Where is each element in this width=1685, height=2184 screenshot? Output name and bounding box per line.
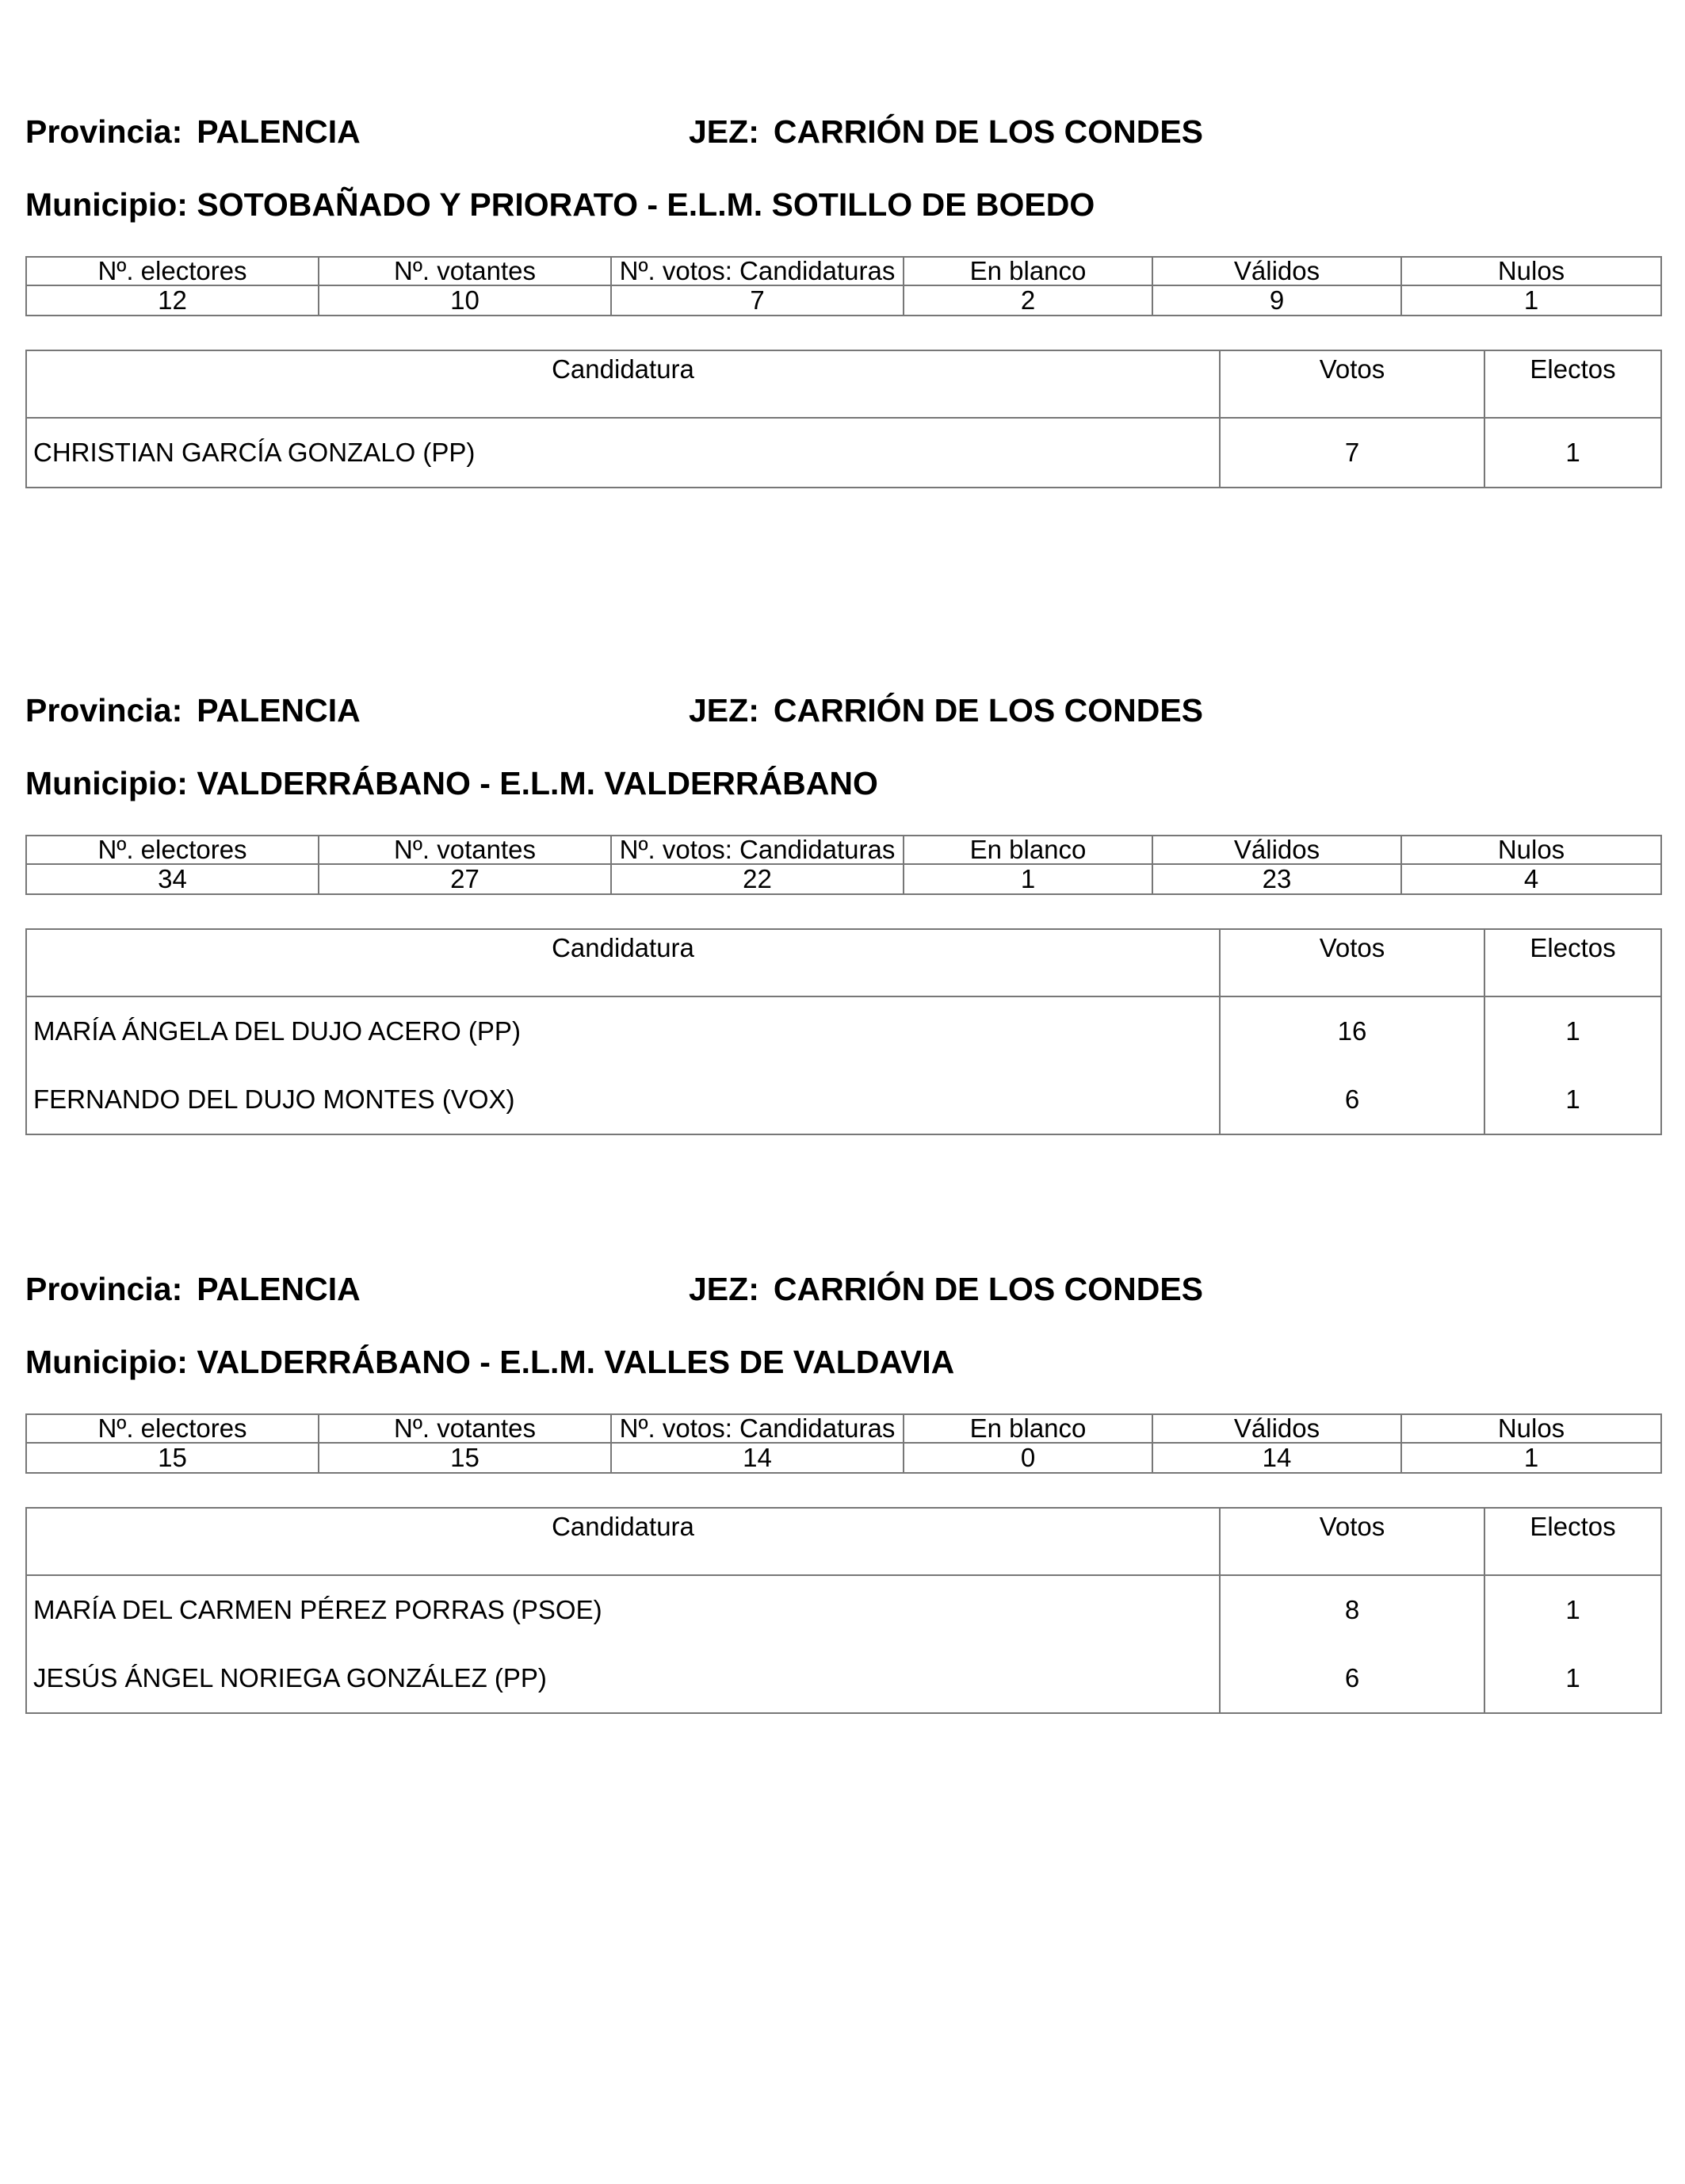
jez-label: JEZ:: [689, 113, 759, 150]
stats-value: 34: [26, 864, 319, 894]
stats-value-row: [26, 285, 1661, 316]
candidates-table: [25, 1507, 1662, 1714]
provincia-value: PALENCIA: [197, 113, 361, 150]
provincia-line: [25, 113, 361, 151]
municipio-value: SOTOBAÑADO Y PRIORATO - E.L.M. SOTILLO DE BOEDO: [197, 186, 1095, 223]
stats-value: 27: [319, 864, 611, 894]
stats-header: En blanco: [904, 257, 1152, 285]
candidates-header-row: [26, 350, 1661, 418]
jez-value: CARRIÓN DE LOS CONDES: [773, 1271, 1204, 1307]
candidates-table: [25, 928, 1662, 1135]
candidate-row: [26, 418, 1661, 488]
candidates-header-row: [26, 929, 1661, 996]
stats-table: [25, 1413, 1662, 1474]
stats-header: En blanco: [904, 1414, 1152, 1443]
candidate-name: FERNANDO DEL DUJO MONTES (VOX): [26, 1065, 1220, 1134]
candidates-table: [25, 350, 1662, 488]
candidate-votes: 8: [1220, 1575, 1484, 1644]
stats-value-row: [26, 864, 1661, 894]
stats-header: Nº. votantes: [319, 257, 611, 285]
provincia-label: Provincia:: [25, 113, 183, 150]
stats-value: 22: [611, 864, 904, 894]
stats-value: 15: [26, 1443, 319, 1473]
jez-label: JEZ:: [689, 1271, 759, 1307]
municipio-label: Municipio:: [25, 186, 188, 223]
candidatura-header: Candidatura: [26, 1508, 1220, 1575]
candidatura-header: Candidatura: [26, 929, 1220, 996]
stats-value: 9: [1152, 285, 1401, 316]
municipio-label: Municipio:: [25, 1344, 188, 1380]
municipio-label: Municipio:: [25, 765, 188, 801]
stats-value: 1: [1401, 285, 1661, 316]
candidate-votes: 16: [1220, 996, 1484, 1065]
stats-value: 1: [904, 864, 1152, 894]
stats-header: Nº. votos: Candidaturas: [611, 836, 904, 864]
stats-value-row: [26, 1443, 1661, 1473]
votos-header: Votos: [1220, 929, 1484, 996]
jez-line: [689, 1271, 1203, 1308]
stats-header: Nº. electores: [26, 836, 319, 864]
candidate-row: [26, 996, 1661, 1065]
candidate-elected: 1: [1484, 1575, 1661, 1644]
stats-header: Nulos: [1401, 1414, 1661, 1443]
provincia-line: [25, 692, 361, 729]
jez-label: JEZ:: [689, 692, 759, 729]
votos-header: Votos: [1220, 350, 1484, 418]
stats-table: [25, 256, 1662, 316]
electos-header: Electos: [1484, 350, 1661, 418]
stats-value: 12: [26, 285, 319, 316]
municipio-value: VALDERRÁBANO - E.L.M. VALDERRÁBANO: [197, 765, 878, 801]
stats-header: Válidos: [1152, 836, 1401, 864]
electos-header: Electos: [1484, 1508, 1661, 1575]
stats-header: Nº. votantes: [319, 1414, 611, 1443]
stats-value: 15: [319, 1443, 611, 1473]
jez-value: CARRIÓN DE LOS CONDES: [773, 692, 1204, 729]
candidate-name: MARÍA DEL CARMEN PÉREZ PORRAS (PSOE): [26, 1575, 1220, 1644]
electos-header: Electos: [1484, 929, 1661, 996]
stats-value: 23: [1152, 864, 1401, 894]
candidate-votes: 6: [1220, 1065, 1484, 1134]
stats-header-row: [26, 1414, 1661, 1443]
stats-header-row: [26, 836, 1661, 864]
provincia-label: Provincia:: [25, 1271, 183, 1307]
jez-value: CARRIÓN DE LOS CONDES: [773, 113, 1204, 150]
candidate-elected: 1: [1484, 996, 1661, 1065]
stats-value: 14: [611, 1443, 904, 1473]
stats-header: Nº. votos: Candidaturas: [611, 1414, 904, 1443]
stats-header-row: [26, 257, 1661, 285]
municipio-line: [25, 186, 1095, 224]
candidate-name: CHRISTIAN GARCÍA GONZALO (PP): [26, 418, 1220, 488]
candidate-row: [26, 1575, 1661, 1644]
provincia-line: [25, 1271, 361, 1308]
candidate-row: [26, 1644, 1661, 1713]
municipio-line: [25, 765, 878, 802]
stats-value: 10: [319, 285, 611, 316]
stats-table: [25, 835, 1662, 895]
stats-header: Nº. electores: [26, 257, 319, 285]
stats-header: Válidos: [1152, 1414, 1401, 1443]
stats-header: Nº. votantes: [319, 836, 611, 864]
candidate-elected: 1: [1484, 1065, 1661, 1134]
candidates-header-row: [26, 1508, 1661, 1575]
stats-value: 2: [904, 285, 1152, 316]
municipio-value: VALDERRÁBANO - E.L.M. VALLES DE VALDAVIA: [197, 1344, 955, 1380]
stats-header: Nulos: [1401, 257, 1661, 285]
candidate-name: MARÍA ÁNGELA DEL DUJO ACERO (PP): [26, 996, 1220, 1065]
stats-value: 7: [611, 285, 904, 316]
provincia-value: PALENCIA: [197, 1271, 361, 1307]
stats-value: 14: [1152, 1443, 1401, 1473]
provincia-label: Provincia:: [25, 692, 183, 729]
votos-header: Votos: [1220, 1508, 1484, 1575]
candidate-elected: 1: [1484, 418, 1661, 488]
stats-header: Nulos: [1401, 836, 1661, 864]
jez-line: [689, 113, 1203, 151]
stats-value: 4: [1401, 864, 1661, 894]
stats-header: Nº. electores: [26, 1414, 319, 1443]
candidate-votes: 6: [1220, 1644, 1484, 1713]
stats-header: Nº. votos: Candidaturas: [611, 257, 904, 285]
stats-value: 1: [1401, 1443, 1661, 1473]
candidate-name: JESÚS ÁNGEL NORIEGA GONZÁLEZ (PP): [26, 1644, 1220, 1713]
jez-line: [689, 692, 1203, 729]
candidatura-header: Candidatura: [26, 350, 1220, 418]
stats-header: En blanco: [904, 836, 1152, 864]
stats-value: 0: [904, 1443, 1152, 1473]
candidate-votes: 7: [1220, 418, 1484, 488]
candidate-elected: 1: [1484, 1644, 1661, 1713]
provincia-value: PALENCIA: [197, 692, 361, 729]
candidate-row: [26, 1065, 1661, 1134]
municipio-line: [25, 1344, 954, 1381]
stats-header: Válidos: [1152, 257, 1401, 285]
